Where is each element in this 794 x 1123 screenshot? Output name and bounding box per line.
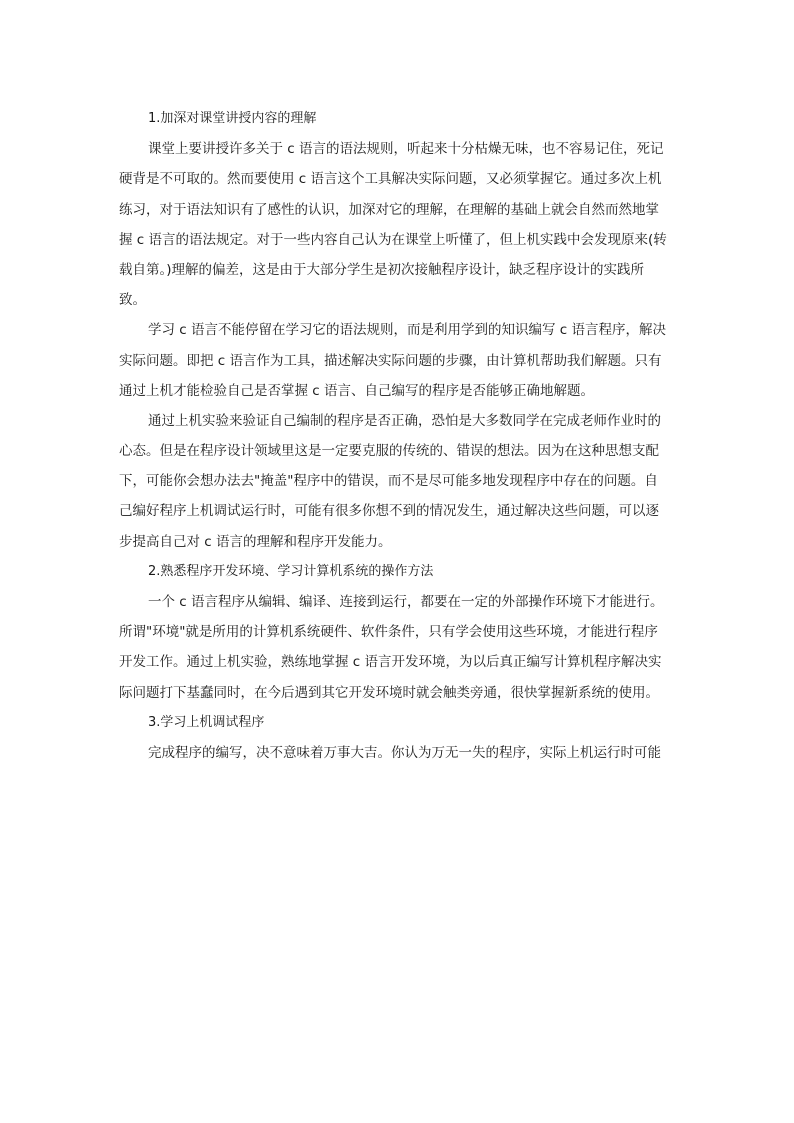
document-body [119, 104, 681, 768]
paragraph-line: 通过上机才能检验自己是否掌握 c 语言、自己编写的程序是否能够正确地解题。 [119, 382, 595, 399]
paragraph-line: 实际问题。即把 c 语言作为工具，描述解决实际问题的步骤，由计算机帮助我们解题。只有 [119, 352, 662, 369]
paragraph-line: 课堂上要讲授许多关于 c 语言的语法规则，听起来十分枯燥无味，也不容易记住，死记 [148, 141, 664, 158]
paragraph-line: 通过上机实验来验证自己编制的程序是否正确，恐怕是大多数同学在完成老师作业时的 [148, 412, 661, 429]
paragraph-line: 心态。但是在程序设计领域里这是一定要克服的传统的、错误的想法。因为在这种思想支配 [119, 443, 659, 460]
paragraph-line: 己编好程序上机调试运行时，可能有很多你想不到的情况发生，通过解决这些问题，可以逐 [119, 503, 659, 520]
paragraph-line: 载自第。)理解的偏差，这是由于大部分学生是初次接触程序设计，缺乏程序设计的实践所 [119, 261, 645, 278]
paragraph-line: 所谓"环境"就是所用的计算机系统硬件、软件条件，只有学会使用这些环境，才能进行程序 [119, 624, 658, 641]
paragraph-line: 完成程序的编写，决不意味着万事大吉。你认为万无一失的程序，实际上机运行时可能 [148, 744, 661, 761]
paragraph-line: 一个 c 语言程序从编辑、编译、连接到运行，都要在一定的外部操作环境下才能进行。 [148, 594, 664, 610]
paragraph-line: 际问题打下基蠢同时，在今后遇到其它开发环境时就会触类旁通，很快掌握新系统的使用。 [119, 684, 659, 701]
paragraph-line: 学习 c 语言不能停留在学习它的语法规则，而是利用学到的知识编写 c 语言程序，解决 [148, 322, 667, 339]
section-heading: 3.学习上机调试程序 [148, 714, 265, 730]
section-heading: 1.加深对课堂讲授内容的理解 [148, 111, 317, 126]
paragraph-line: 开发工作。通过上机实验，熟练地掌握 c 语言开发环境，为以后真正编写计算机程序解决实 [119, 654, 662, 671]
paragraph-line: 致。 [119, 292, 146, 309]
paragraph-line: 下，可能你会想办法去"掩盖"程序中的错误，而不是尽可能多地发现程序中存在的问题。自 [119, 473, 658, 490]
paragraph-line: 步提高自己对 c 语言的理解和程序开发能力。 [119, 533, 392, 550]
paragraph-line: 握 c 语言的语法规定。对于一些内容自己认为在课堂上听懂了，但上机实践中会发现原来(转 [119, 231, 667, 248]
paragraph-line: 硬背是不可取的。然而要使用 c 语言这个工具解决实际问题，又必须掌握它。通过多次上机 [119, 171, 662, 188]
section-heading: 2.熟悉程序开发环境、学习计算机系统的操作方法 [148, 563, 434, 579]
paragraph-line: 练习，对于语法知识有了感性的认识，加深对它的理解，在理解的基础上就会自然而然地掌 [119, 201, 659, 218]
